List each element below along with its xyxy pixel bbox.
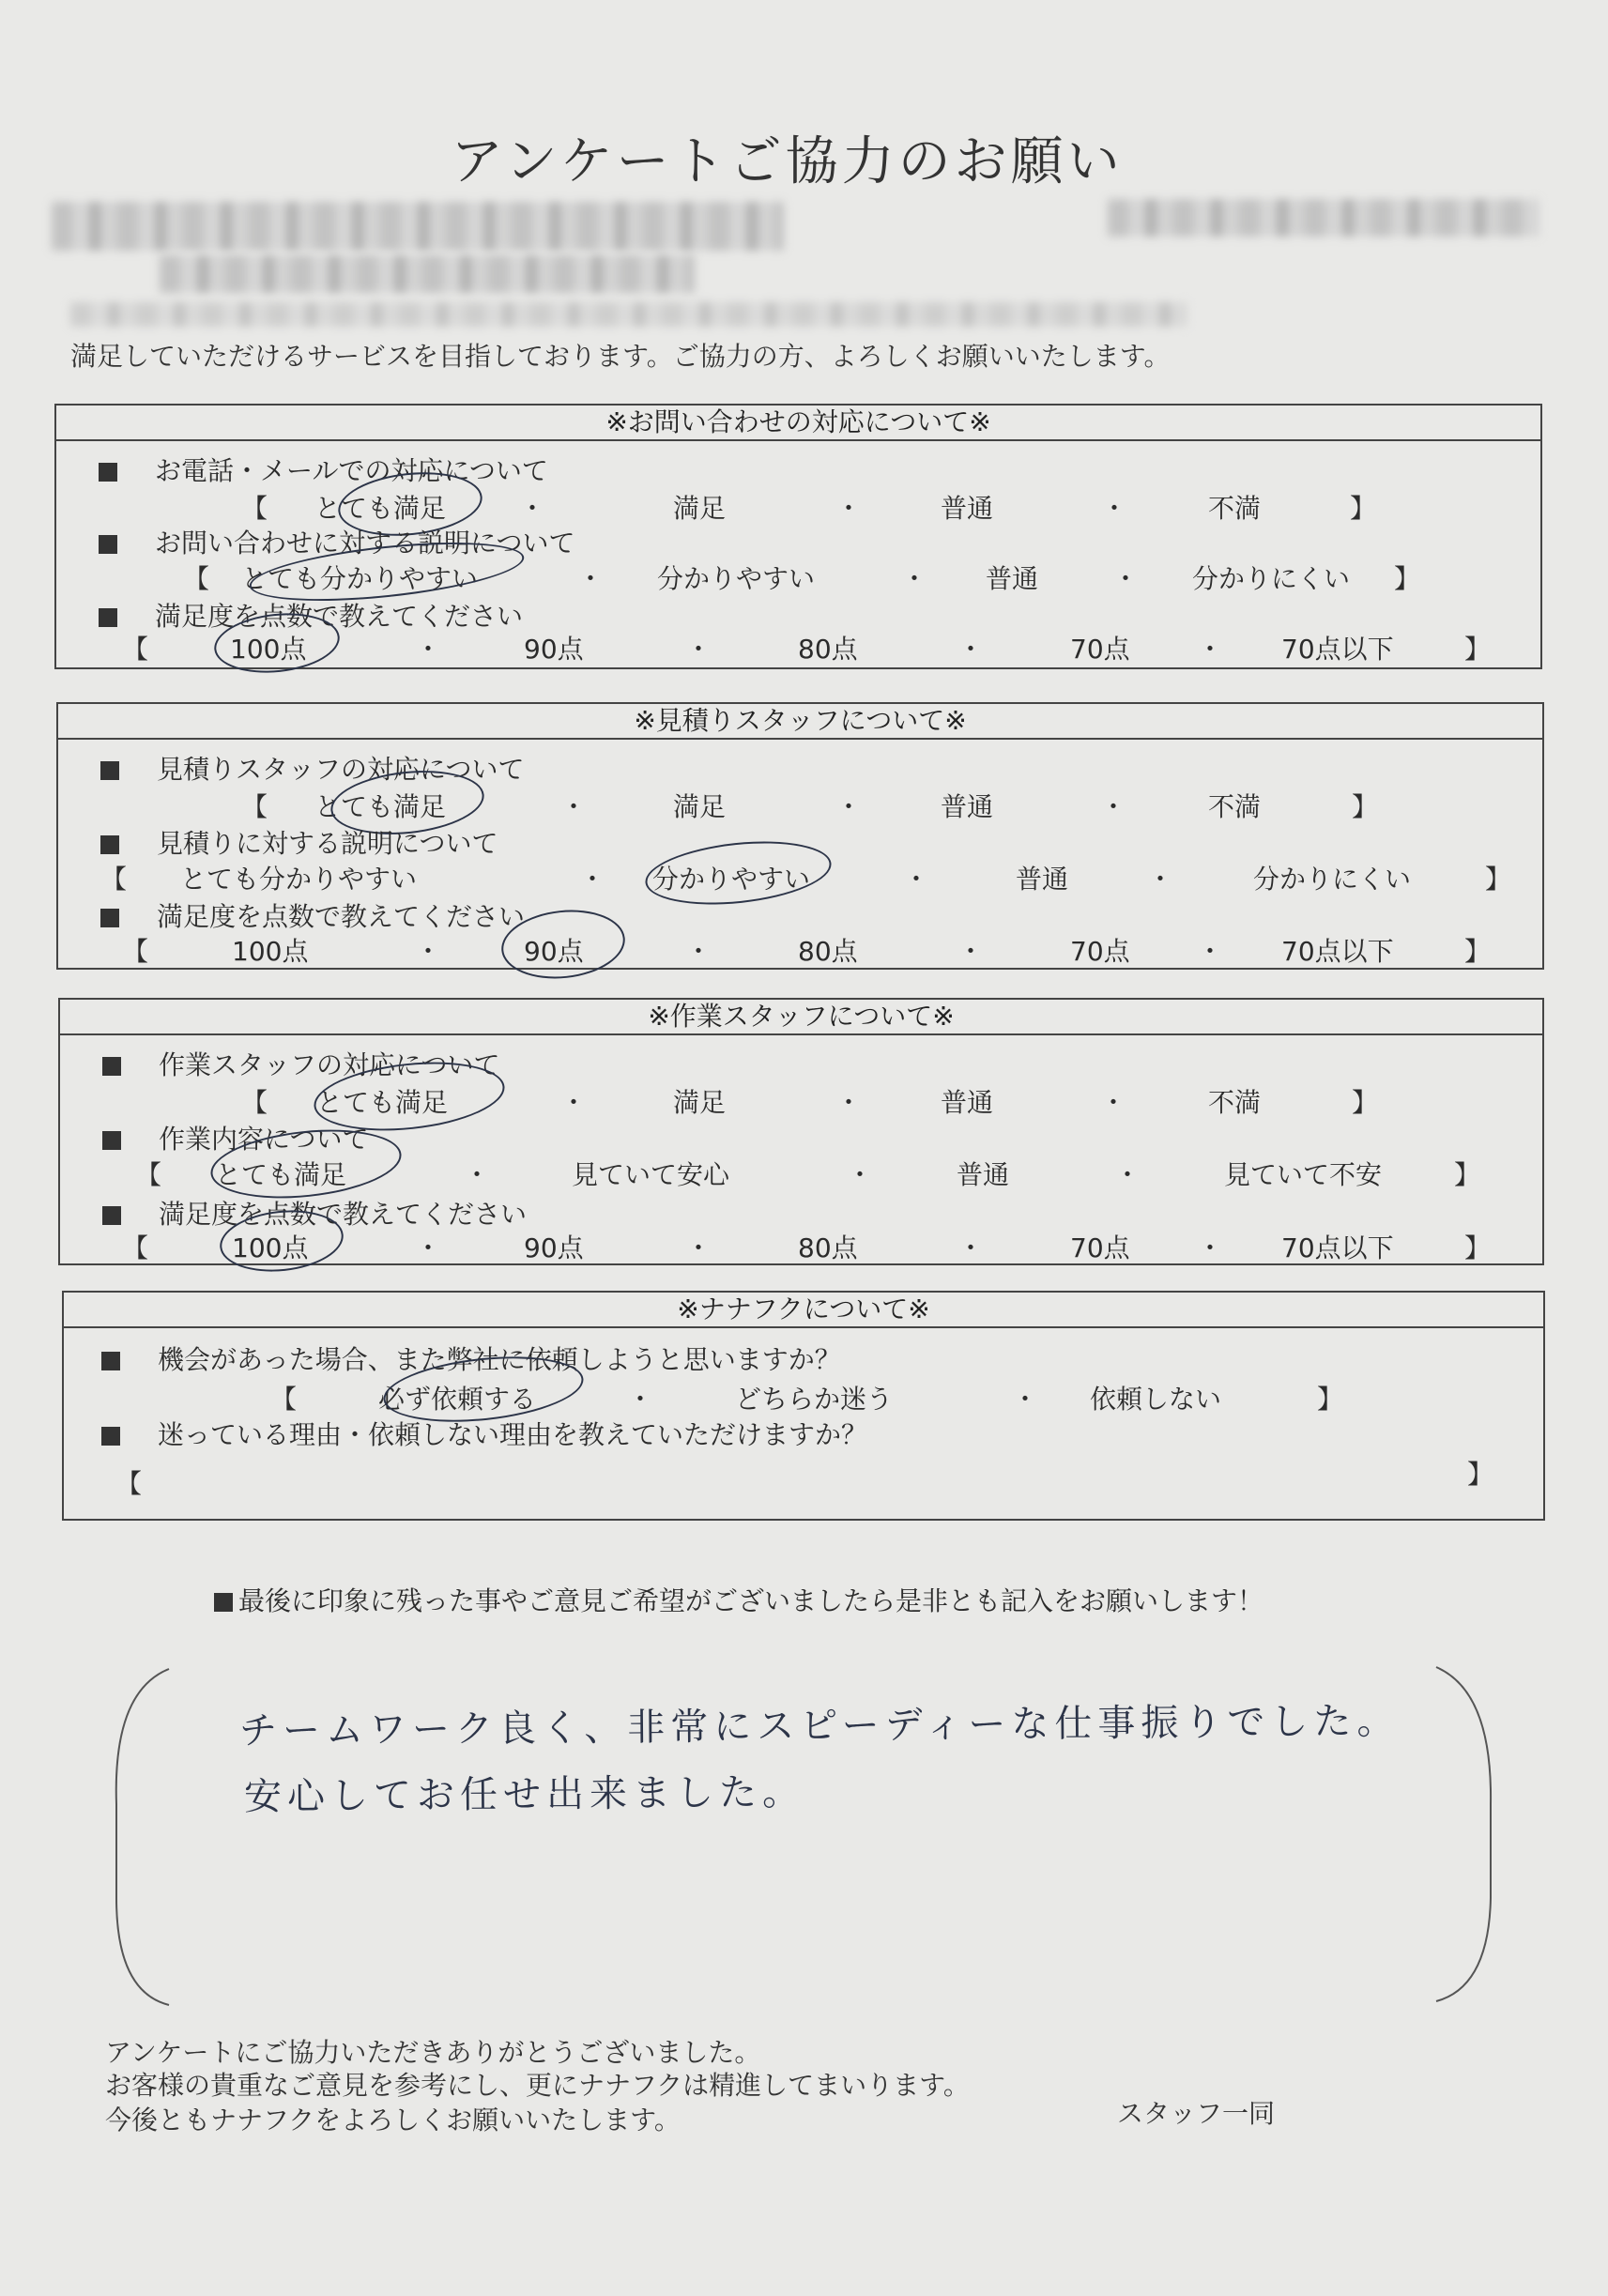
question-label: 見積りスタッフの対応について <box>100 749 524 787</box>
option-very-satisfied[interactable]: とても満足 <box>314 791 447 822</box>
question-label: 機会があった場合、また弊社に依頼しようと思いますか？ <box>101 1339 841 1377</box>
option-100[interactable]: 100点 <box>232 1232 309 1263</box>
section-work-staff <box>58 998 1544 1265</box>
option-dissatisfied[interactable]: 不満 <box>1208 493 1262 524</box>
separator: ・ <box>847 1159 874 1190</box>
section-estimate-staff <box>56 702 1544 970</box>
bullet-icon <box>99 463 117 482</box>
redacted-block <box>160 255 695 293</box>
option-below-70[interactable]: 70点以下 <box>1281 634 1394 665</box>
option-100[interactable]: 100点 <box>232 936 309 967</box>
redacted-block <box>1108 199 1539 237</box>
option-unclear[interactable]: 分かりにくい <box>1192 563 1351 594</box>
question-label: お電話・メールでの対応について <box>99 451 548 488</box>
separator: ・ <box>835 791 863 822</box>
comment-box[interactable] <box>113 1663 1493 2011</box>
option-very-clear[interactable]: とても分かりやすい <box>241 563 479 594</box>
footer-line: 今後ともナナフクをよろしくお願いいたします。 <box>105 2105 681 2135</box>
option-anxious[interactable]: 見ていて不安 <box>1224 1159 1383 1190</box>
bracket-open: 【 <box>241 1087 268 1118</box>
question-label: 作業スタッフの対応について <box>102 1045 499 1082</box>
bracket-open: 【 <box>122 634 149 665</box>
separator: ・ <box>1147 864 1174 895</box>
section-nanafuku <box>62 1291 1545 1521</box>
option-clear[interactable]: 分かりやすい <box>657 563 816 594</box>
separator: ・ <box>1101 493 1128 524</box>
redacted-intro-line <box>70 302 1187 327</box>
separator: ・ <box>579 864 606 895</box>
option-very-satisfied[interactable]: とても満足 <box>215 1159 347 1190</box>
option-70[interactable]: 70点 <box>1070 634 1130 665</box>
bullet-icon <box>102 1131 121 1150</box>
question-label: 作業内容について <box>102 1119 368 1156</box>
bullet-icon <box>101 1427 120 1446</box>
section-header: ※お問い合わせの対応について※ <box>54 404 1542 441</box>
question-label: 見積りに対する説明について <box>100 823 498 861</box>
option-normal[interactable]: 普通 <box>941 791 994 822</box>
footer-line: お客様の貴重なご意見を参考にし、更にナナフクは精進してまいります。 <box>105 2070 970 2101</box>
separator: ・ <box>957 1232 985 1263</box>
separator: ・ <box>835 1087 863 1118</box>
separator: ・ <box>685 1232 712 1263</box>
bracket-open: 【 <box>100 864 128 895</box>
question-label: 満足度を点数で教えてください <box>100 896 525 934</box>
separator: ・ <box>1012 1384 1039 1415</box>
bracket-close: 】 <box>1464 936 1492 967</box>
bracket-close: 】 <box>1352 1087 1379 1118</box>
option-below-70[interactable]: 70点以下 <box>1281 936 1394 967</box>
separator: ・ <box>685 936 712 967</box>
bracket-open: 【 <box>183 563 210 594</box>
separator: ・ <box>1100 1087 1127 1118</box>
separator: ・ <box>685 634 712 665</box>
option-70[interactable]: 70点 <box>1070 936 1130 967</box>
section-header: ※ナナフクについて※ <box>62 1291 1545 1328</box>
option-80[interactable]: 80点 <box>798 634 858 665</box>
separator: ・ <box>415 634 442 665</box>
section-header: ※見積りスタッフについて※ <box>56 702 1544 740</box>
handwritten-line: 安心してお任せ出来ました。 <box>243 1770 806 1819</box>
bracket-open: 【 <box>135 1159 162 1190</box>
option-90[interactable]: 90点 <box>524 936 584 967</box>
bracket-close: 】 <box>1350 493 1377 524</box>
page-title: アンケートご協力のお願い <box>451 131 1124 192</box>
final-prompt: 最後に印象に残った事やご意見ご希望がございましたら是非とも記入をお願いします！ <box>214 1581 1263 1618</box>
separator: ・ <box>519 493 546 524</box>
separator: ・ <box>1100 791 1127 822</box>
option-normal[interactable]: 普通 <box>1016 864 1069 895</box>
question-label: 満足度を点数で教えてください <box>102 1194 527 1232</box>
bullet-icon <box>100 909 119 927</box>
option-very-clear[interactable]: とても分かりやすい <box>180 864 418 895</box>
option-100[interactable]: 100点 <box>230 634 307 665</box>
question-label: 迷っている理由・依頼しない理由を教えていただけますか？ <box>101 1415 867 1452</box>
section-inquiry <box>54 404 1542 669</box>
bullet-icon <box>99 535 117 554</box>
option-normal[interactable]: 普通 <box>941 493 994 524</box>
separator: ・ <box>627 1384 654 1415</box>
bracket-open: 【 <box>115 1468 143 1499</box>
option-below-70[interactable]: 70点以下 <box>1281 1232 1394 1263</box>
separator: ・ <box>577 563 605 594</box>
separator: ・ <box>415 936 442 967</box>
option-normal[interactable]: 普通 <box>957 1159 1010 1190</box>
separator: ・ <box>835 493 863 524</box>
option-very-satisfied[interactable]: とても満足 <box>314 493 447 524</box>
bullet-icon <box>99 608 117 627</box>
option-definitely[interactable]: 必ず依頼する <box>378 1384 537 1415</box>
bullet-icon <box>102 1057 121 1076</box>
option-dissatisfied[interactable]: 不満 <box>1208 1087 1262 1118</box>
bullet-icon <box>101 1352 120 1370</box>
selection-circle <box>642 834 835 912</box>
bracket-close: 】 <box>1317 1384 1344 1415</box>
bracket-open: 【 <box>122 1232 149 1263</box>
separator: ・ <box>415 1232 442 1263</box>
handwritten-line: チームワーク良く、非常にスピーディーな仕事振りでした。 <box>238 1699 1401 1753</box>
bracket-close: 】 <box>1485 864 1512 895</box>
separator: ・ <box>1197 936 1224 967</box>
separator: ・ <box>1112 563 1140 594</box>
bullet-icon <box>214 1593 233 1612</box>
footer-line: アンケートにご協力いただきありがとうございました。 <box>105 2037 761 2068</box>
bracket-open: 【 <box>122 936 149 967</box>
section-header: ※作業スタッフについて※ <box>58 998 1544 1035</box>
signature: スタッフ一同 <box>1117 2098 1276 2129</box>
separator: ・ <box>1197 634 1224 665</box>
bracket-close: 】 <box>1394 563 1421 594</box>
separator: ・ <box>957 936 985 967</box>
question-label: お問い合わせに対する説明について <box>99 523 574 560</box>
separator: ・ <box>903 864 930 895</box>
separator: ・ <box>1114 1159 1141 1190</box>
option-reassured[interactable]: 見ていて安心 <box>572 1159 730 1190</box>
option-dissatisfied[interactable]: 不満 <box>1208 791 1262 822</box>
option-90[interactable]: 90点 <box>524 634 584 665</box>
option-normal[interactable]: 普通 <box>986 563 1039 594</box>
option-very-satisfied[interactable]: とても満足 <box>316 1087 449 1118</box>
bracket-open: 【 <box>241 791 268 822</box>
redacted-block <box>52 202 784 251</box>
option-90[interactable]: 90点 <box>524 1232 584 1263</box>
question-label: 満足度を点数で教えてください <box>99 596 523 634</box>
option-normal[interactable]: 普通 <box>941 1087 994 1118</box>
bracket-close: 】 <box>1464 634 1492 665</box>
option-satisfied[interactable]: 満足 <box>673 1087 727 1118</box>
option-no[interactable]: 依頼しない <box>1090 1384 1222 1415</box>
intro-text: 満足していただけるサービスを目指しております。ご協力の方、よろしくお願いいたします。 <box>70 341 1171 372</box>
option-unclear[interactable]: 分かりにくい <box>1253 864 1412 895</box>
option-satisfied[interactable]: 満足 <box>673 493 727 524</box>
separator: ・ <box>464 1159 491 1190</box>
bullet-icon <box>100 835 119 854</box>
bullet-icon <box>102 1206 121 1225</box>
bracket-close: 】 <box>1454 1159 1481 1190</box>
separator: ・ <box>1197 1232 1224 1263</box>
separator: ・ <box>901 563 928 594</box>
option-80[interactable]: 80点 <box>798 936 858 967</box>
bracket-open: 【 <box>241 493 268 524</box>
bullet-icon <box>100 761 119 780</box>
option-70[interactable]: 70点 <box>1070 1232 1130 1263</box>
option-80[interactable]: 80点 <box>798 1232 858 1263</box>
option-satisfied[interactable]: 満足 <box>673 791 727 822</box>
separator: ・ <box>560 791 588 822</box>
option-undecided[interactable]: どちらか迷う <box>735 1384 894 1415</box>
separator: ・ <box>560 1087 588 1118</box>
bracket-open: 【 <box>270 1384 298 1415</box>
separator: ・ <box>957 634 985 665</box>
option-clear[interactable]: 分かりやすい <box>652 864 811 895</box>
bracket-close: 】 <box>1352 791 1379 822</box>
bracket-close: 】 <box>1464 1232 1492 1263</box>
bracket-close: 】 <box>1467 1459 1494 1490</box>
